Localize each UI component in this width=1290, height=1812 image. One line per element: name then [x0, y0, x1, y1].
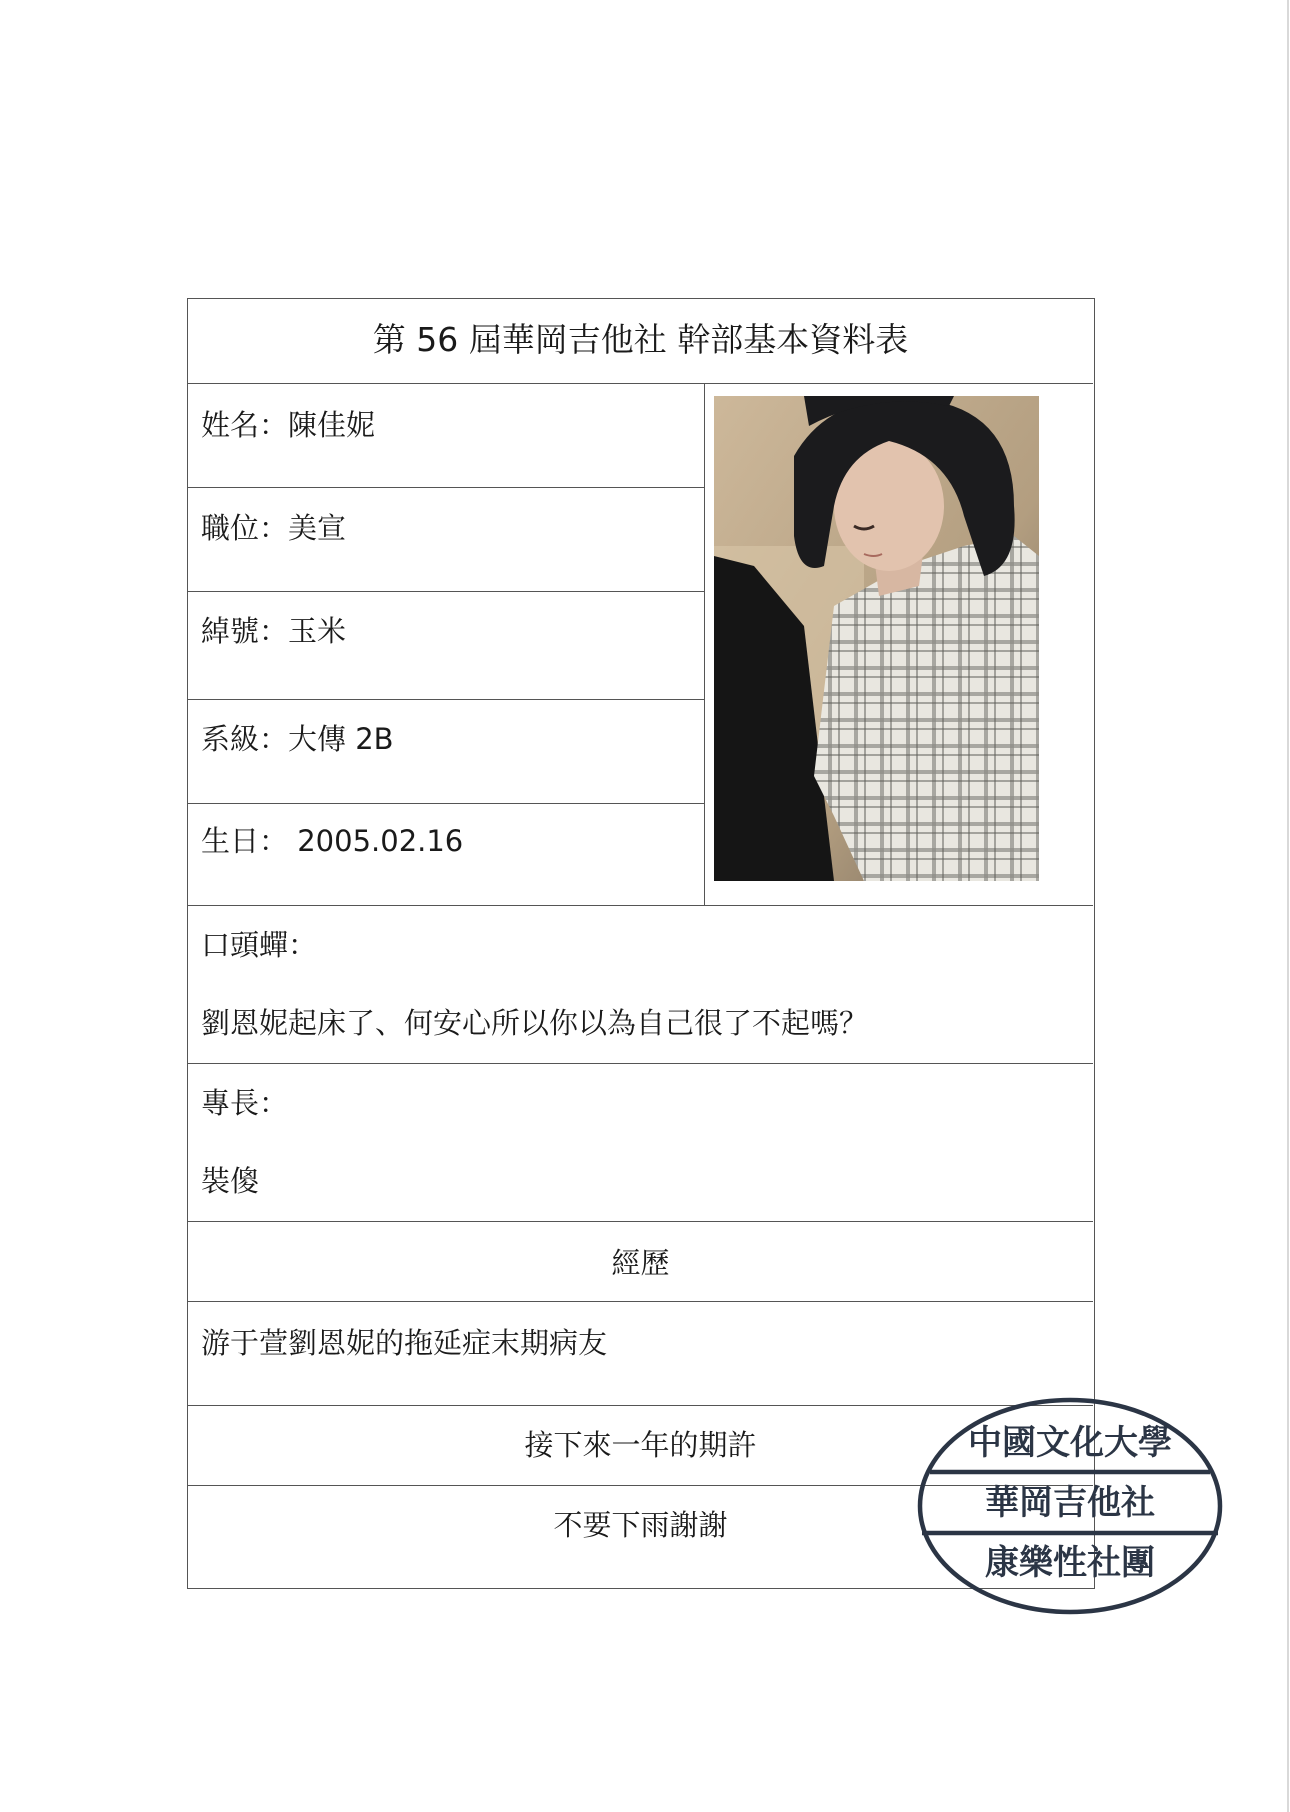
form-title: 第 56 屆華岡吉他社 幹部基本資料表	[372, 320, 909, 359]
divider	[188, 591, 704, 592]
specialty-value: 裝傻	[201, 1164, 260, 1198]
expectation-header: 接下來一年的期許	[524, 1428, 757, 1462]
expectation-value: 不要下雨謝謝	[553, 1508, 728, 1542]
divider	[188, 905, 1093, 906]
catchphrase-value: 劉恩妮起床了、何安心所以你以為自己很了不起嗎？	[201, 1006, 869, 1040]
divider	[188, 803, 704, 804]
name-field: 姓名：陳佳妮	[201, 408, 376, 442]
divider	[188, 383, 1093, 384]
stamp-line-type: 康樂性社團	[985, 1543, 1155, 1583]
divider	[188, 1063, 1093, 1064]
divider	[188, 1301, 1093, 1302]
page-edge-divider	[1287, 0, 1289, 1812]
stamp-line-club: 華岡吉他社	[985, 1483, 1155, 1523]
divider	[188, 487, 704, 488]
department-field: 系級：大傳 2B	[201, 722, 394, 756]
experience-value: 游于萱劉恩妮的拖延症末期病友	[201, 1326, 608, 1360]
catchphrase-label: 口頭蟬：	[201, 928, 318, 962]
club-seal-stamp	[910, 1388, 1240, 1620]
experience-header: 經歷	[611, 1246, 670, 1280]
divider	[188, 699, 704, 700]
divider	[704, 383, 705, 905]
position-field: 職位：美宣	[201, 511, 347, 545]
specialty-label: 專長：	[201, 1086, 289, 1120]
stamp-line-university: 中國文化大學	[968, 1423, 1172, 1463]
nickname-field: 綽號：玉米	[201, 614, 347, 648]
divider	[188, 1221, 1093, 1222]
birthday-field: 生日： 2005.02.16	[201, 824, 464, 858]
member-photo	[714, 396, 1039, 881]
